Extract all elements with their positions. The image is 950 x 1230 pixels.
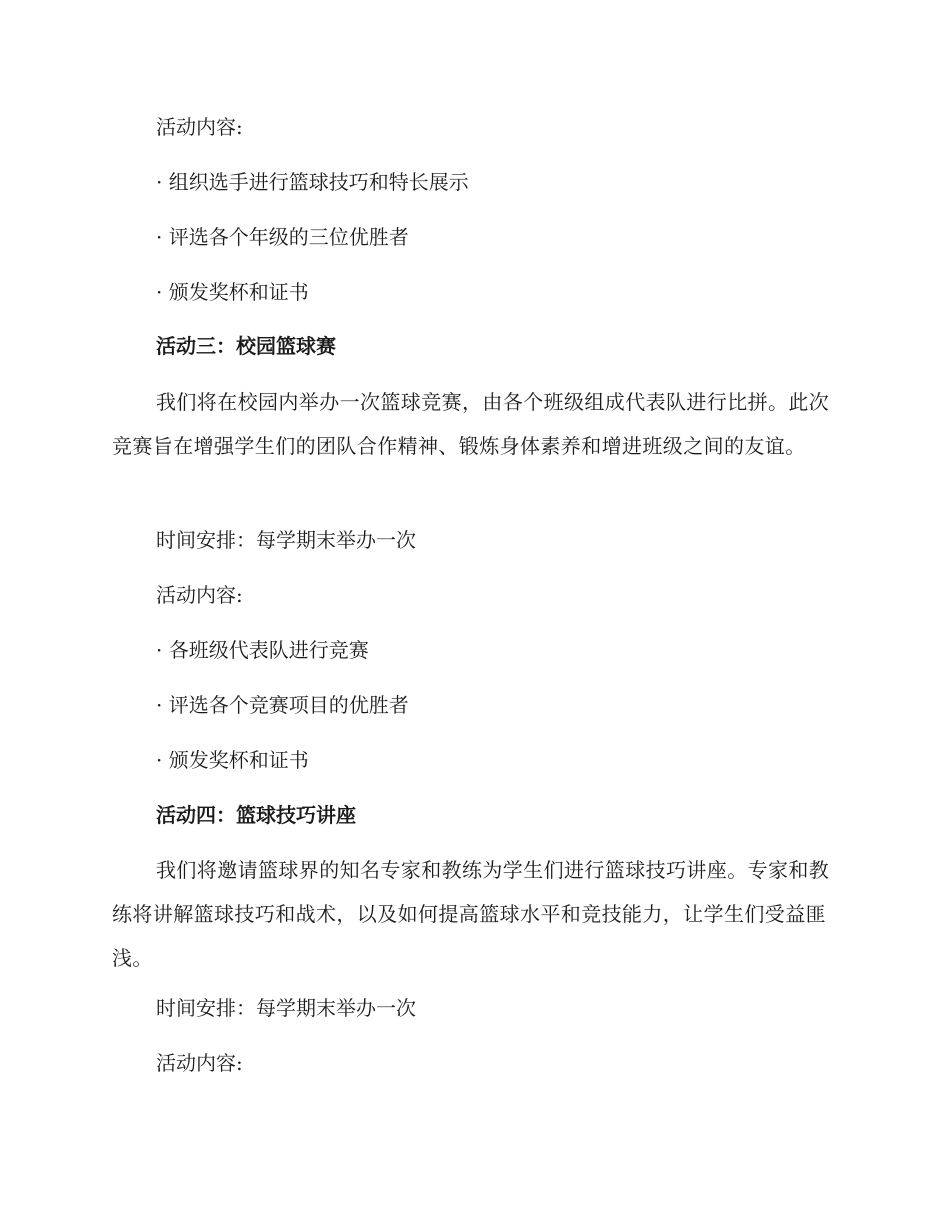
paragraph-activity-4: 我们将邀请篮球界的知名专家和教练为学生们进行篮球技巧讲座。专家和教练将讲解篮球技巧和战术，以及如何提高篮球水平和竞技能力，让学生们受益匪浅。 bbox=[112, 858, 830, 970]
section-heading-activity-4: 活动四：篮球技巧讲座 bbox=[156, 803, 356, 827]
bullet-item: · 组织选手进行篮球技巧和特长展示 bbox=[156, 170, 469, 194]
section-heading-activity-3: 活动三：校园篮球赛 bbox=[156, 334, 336, 358]
schedule-line: 时间安排：每学期末举办一次 bbox=[156, 528, 416, 552]
bullet-item: · 颁发奖杯和证书 bbox=[156, 280, 309, 304]
bullet-item: · 颁发奖杯和证书 bbox=[156, 748, 309, 772]
paragraph-activity-3: 我们将在校园内举办一次篮球竞赛，由各个班级组成代表队进行比拼。此次竞赛旨在增强学生们的团队合作精神、锻炼身体素养和增进班级之间的友谊。 bbox=[112, 390, 830, 458]
activity-content-label: 活动内容: bbox=[156, 1051, 243, 1075]
schedule-line: 时间安排：每学期末举办一次 bbox=[156, 996, 416, 1020]
activity-content-label: 活动内容: bbox=[156, 115, 243, 139]
bullet-item: · 评选各个竞赛项目的优胜者 bbox=[156, 693, 409, 717]
bullet-item: · 评选各个年级的三位优胜者 bbox=[156, 225, 409, 249]
bullet-item: · 各班级代表队进行竞赛 bbox=[156, 638, 369, 662]
activity-content-label: 活动内容: bbox=[156, 583, 243, 607]
